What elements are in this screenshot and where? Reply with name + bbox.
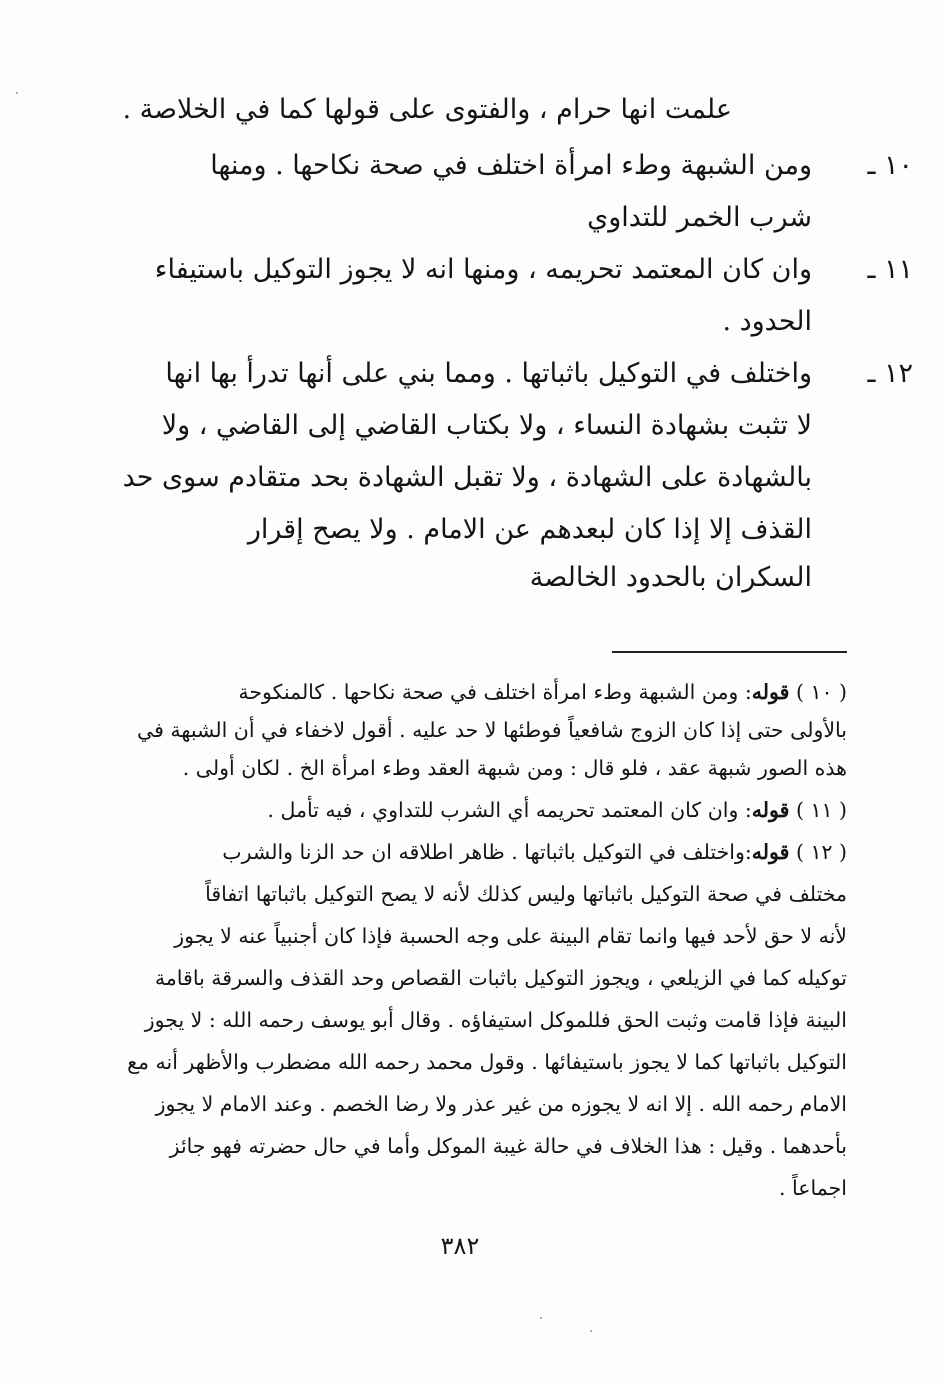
footnote-text: :واختلف في التوكيل باثباتها . ظاهر اطلاقه ان حد الزنا والشرب [222, 840, 752, 864]
item-line: وان كان المعتمد تحريمه ، ومنها انه لا يجوز التوكيل باستيفاء [154, 254, 812, 285]
footnote-text: : وان كان المعتمد تحريمه أي الشرب للتداوي ، فيه تأمل . [267, 798, 752, 822]
item-line: شرب الخمر للتداوي [587, 202, 812, 233]
item-line: واختلف في التوكيل باثباتها . ومما بني على أنها تدرأ بها انها [165, 358, 812, 389]
item-line: السكران بالحدود الخالصة [529, 562, 812, 593]
footnote-line: مختلف في صحة التوكيل باثباتها وليس كذلك لأنه لا يصح التوكيل باثباتها اتفاقاً [205, 882, 847, 906]
item-line: القذف إلا إذا كان لبعدهم عن الامام . ولا يصح إقرار [247, 514, 812, 545]
item-number: ١٠ ـ [867, 150, 913, 181]
footnote-number: ( ١٠ ) [795, 680, 847, 704]
footnote-line: توكيله كما في الزيلعي ، ويجوز التوكيل باثبات القصاص وحد القذف والسرقة باقامة [154, 966, 847, 990]
footnote-number: ( ١٢ ) [795, 840, 847, 864]
footnote-line: اجماعاً . [779, 1176, 847, 1200]
footnote-line [222, 836, 847, 868]
footnote-line [267, 794, 847, 826]
scan-speck [16, 92, 18, 94]
footnote-line: لأنه لا حق لأحد فيها وانما تقام البينة على وجه الحسبة فإذا كان أجنبياً عنه لا يجوز [174, 924, 847, 948]
item-line: ومن الشبهة وطء امرأة اختلف في صحة نكاحها . ومنها [210, 150, 812, 181]
footnote-text: : ومن الشبهة وطء امرأة اختلف في صحة نكاحها . كالمنكوحة [238, 680, 752, 704]
footnote-line: بأحدهما . وقيل : هذا الخلاف في حالة غيبة الموكل وأما في حال حضرته فهو جائز [169, 1134, 847, 1158]
footnote-line: التوكيل باثباتها كما لا يجوز باستيفائها . وقول محمد رحمه الله مضطرب والأظهر أنه مع [127, 1050, 847, 1074]
item-line: لا تثبت بشهادة النساء ، ولا بكتاب القاضي إلى القاضي ، ولا [161, 410, 812, 441]
footnote-line: بالأولى حتى إذا كان الزوج شافعياً فوطئها لا حد عليه . أقول لاخفاء في أن الشبهة في [137, 718, 847, 742]
footnote-line: الامام رحمه الله . إلا انه لا يجوزه من غير عذر ولا رضا الخصم . وعند الامام لا يجوز [155, 1092, 847, 1116]
scan-speck [540, 1317, 542, 1319]
item-number: ١٢ ـ [867, 358, 913, 389]
footnote-label: قوله [751, 840, 790, 864]
item-number: ١١ ـ [867, 254, 913, 285]
footnote-separator [612, 651, 847, 653]
intro-line: علمت انها حرام ، والفتوى على قولها كما في الخلاصة . [122, 94, 732, 125]
footnote-line: هذه الصور شبهة عقد ، فلو قال : ومن شبهة العقد وطء امرأة الخ . لكان أولى . [182, 756, 847, 780]
item-line: بالشهادة على الشهادة ، ولا تقبل الشهادة بحد متقادم سوى حد [122, 462, 812, 493]
page-number: ٣٨٢ [440, 1232, 480, 1260]
footnote-line [238, 676, 847, 708]
footnote-label: قوله [751, 680, 790, 704]
item-line: الحدود . [722, 306, 812, 337]
footnote-label: قوله [751, 798, 790, 822]
footnote-line: البينة فإذا قامت وثبت الحق فللموكل استيفاؤه . وقال أبو يوسف رحمه الله : لا يجوز [144, 1008, 847, 1032]
footnote-number: ( ١١ ) [795, 798, 847, 822]
scan-speck [590, 1330, 592, 1332]
